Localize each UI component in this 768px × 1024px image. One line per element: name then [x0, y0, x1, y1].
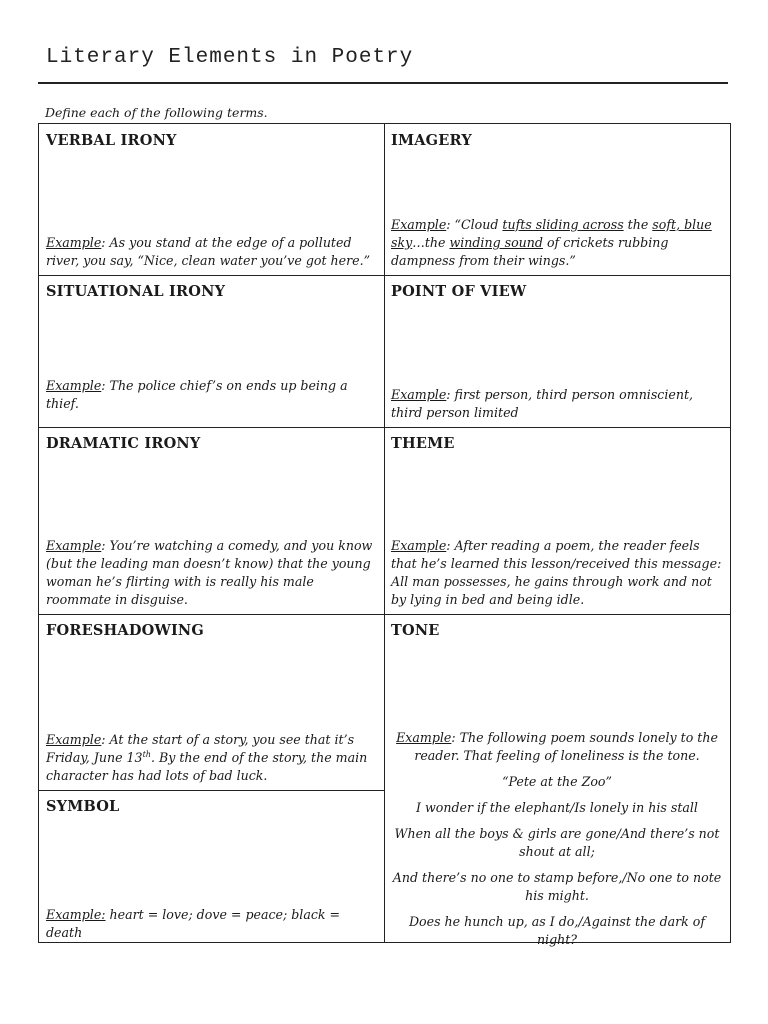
- example-point-of-view: Example: first person, third person omniscient, third person limited: [391, 387, 694, 420]
- title-divider: [38, 82, 728, 84]
- cell-verbal-irony: [39, 124, 384, 275]
- instructions: Define each of the following terms.: [45, 105, 268, 120]
- cell-theme: [384, 427, 730, 614]
- term-theme: THEME: [391, 435, 455, 452]
- term-point-of-view: POINT OF VIEW: [391, 283, 527, 300]
- term-foreshadowing: FORESHADOWING: [46, 622, 204, 639]
- poem-title: “Pete at the Zoo”: [502, 774, 612, 789]
- cell-imagery: [384, 124, 730, 275]
- example-theme: Example: After reading a poem, the reader feels that he’s learned this lesson/received this message: All man possesses, he gains through work and not by lying in bed and being idle.: [391, 538, 722, 607]
- example-tone: Example: The following poem sounds lonely to the reader. That feeling of loneliness is the tone.: [396, 730, 718, 763]
- cell-tone: [384, 614, 730, 947]
- example-foreshadowing: Example: At the start of a story, you see that it’s Friday, June 13th. By the end of the story, the main character has had lots of bad luck.: [46, 732, 368, 783]
- term-tone: TONE: [391, 622, 440, 639]
- term-verbal-irony: VERBAL IRONY: [46, 132, 177, 149]
- term-imagery: IMAGERY: [391, 132, 472, 149]
- page-title: Literary Elements in Poetry: [46, 46, 414, 69]
- term-symbol: SYMBOL: [46, 798, 120, 815]
- tone-example-block: [392, 729, 722, 957]
- terms-table: [38, 123, 731, 947]
- example-situational-irony: Example: The police chief’s on ends up being a thief.: [46, 378, 348, 411]
- poem-line: Does he hunch up, as I do,/Against the dark of night?: [408, 914, 706, 947]
- poem-line: And there’s no one to stamp before,/No one to note his might.: [392, 870, 722, 903]
- example-imagery: Example: “Cloud tufts sliding across the soft, blue sky…the winding sound of crickets rubbing dampness from their wings.”: [391, 217, 712, 268]
- cell-dramatic-irony: [39, 427, 384, 614]
- cell-symbol: [39, 790, 384, 942]
- cell-point-of-view: [384, 275, 730, 427]
- term-situational-irony: SITUATIONAL IRONY: [46, 283, 226, 300]
- term-dramatic-irony: DRAMATIC IRONY: [46, 435, 201, 452]
- poem-line: When all the boys & girls are gone/And there’s not shout at all;: [394, 826, 720, 859]
- poem-line: I wonder if the elephant/Is lonely in his stall: [416, 800, 698, 815]
- example-verbal-irony: Example: As you stand at the edge of a polluted river, you say, “Nice, clean water you’ve got here.”: [46, 235, 371, 268]
- example-dramatic-irony: Example: You’re watching a comedy, and you know (but the leading man doesn’t know) that the young woman he’s flirting with is really his male roommate in disguise.: [46, 538, 373, 607]
- cell-situational-irony: [39, 275, 384, 427]
- cell-foreshadowing: [39, 614, 384, 790]
- example-symbol: Example: heart = love; dove = peace; black = death: [46, 907, 341, 940]
